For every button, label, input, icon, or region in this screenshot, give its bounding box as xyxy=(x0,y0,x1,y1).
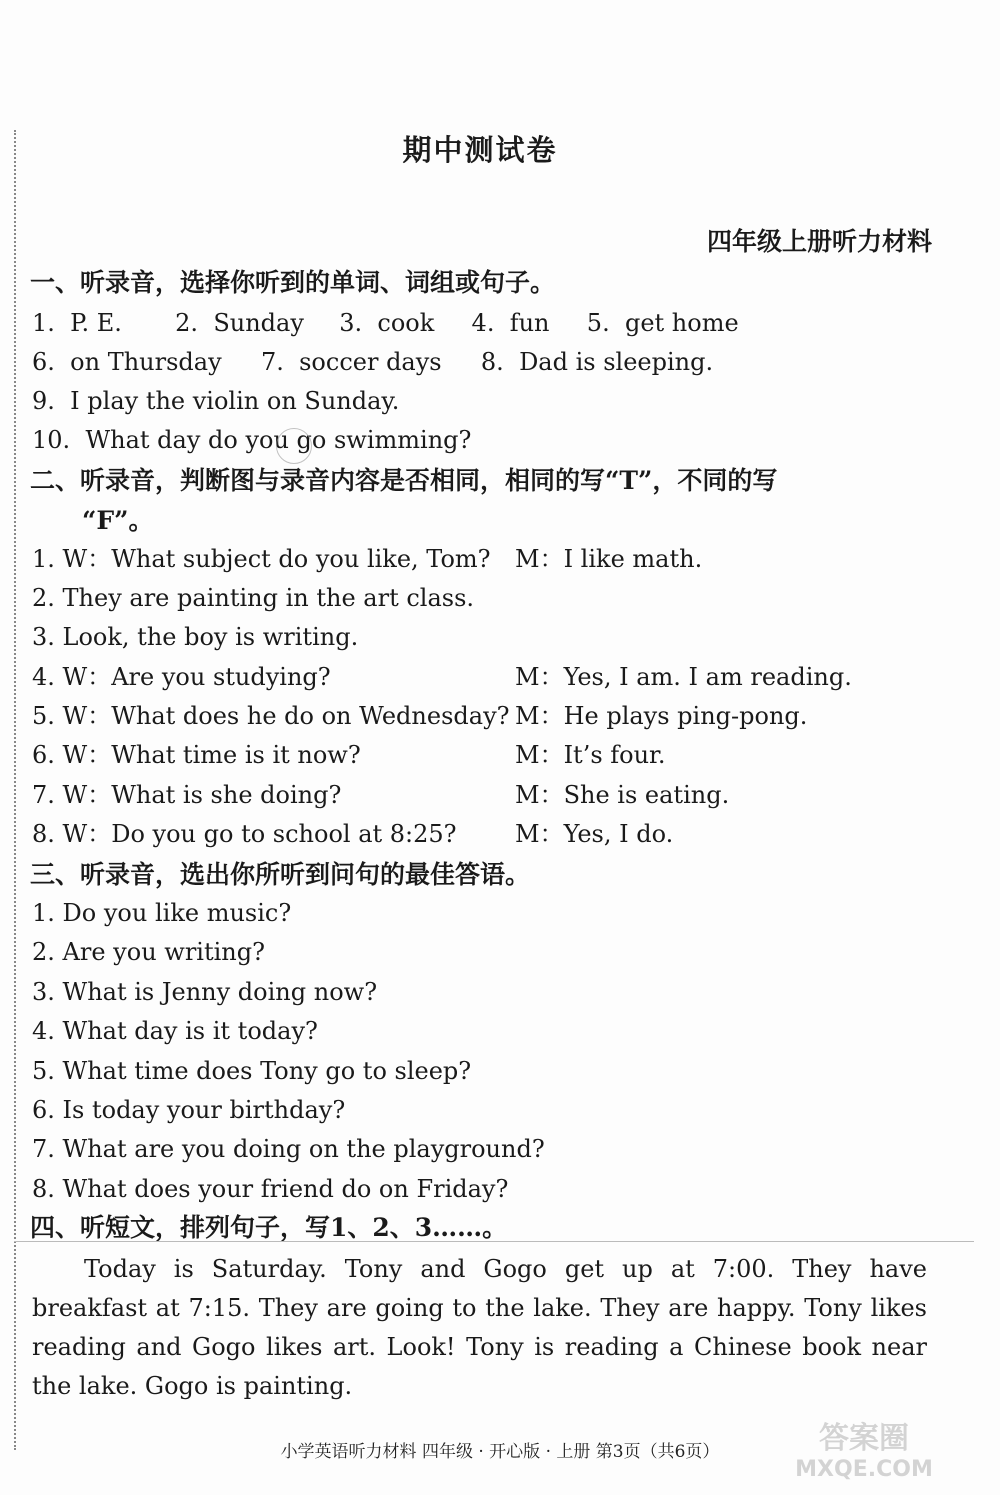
item-number: 8. xyxy=(480,348,504,376)
speaker-w-line: W：Are you studying? xyxy=(62,663,331,691)
item-number: 4. xyxy=(471,309,495,337)
item-number: 4. xyxy=(32,663,55,691)
item-number: 3. xyxy=(339,309,363,337)
item-text: soccer days xyxy=(299,348,442,376)
section2-item xyxy=(32,544,491,574)
section2-item xyxy=(32,740,361,770)
item-number: 4. xyxy=(32,1017,55,1045)
item-number: 5. xyxy=(586,309,610,337)
section2-item xyxy=(32,701,510,731)
section1-heading: 一、听录音，选择你听到的单词、词组或句子。 xyxy=(30,268,556,297)
speaker-w-line: Look, the boy is writing. xyxy=(62,623,359,651)
item-text: What are you doing on the playground? xyxy=(62,1135,545,1163)
item-number: 8. xyxy=(32,820,55,848)
item-number: 2. xyxy=(175,309,199,337)
svg-text:答案圈: 答案圈 xyxy=(819,1421,909,1456)
page-title: 期中测试卷 xyxy=(402,133,558,167)
item-number: 1. xyxy=(32,309,55,337)
section3-item xyxy=(32,977,377,1007)
section3-item xyxy=(32,1174,508,1204)
section3-item xyxy=(32,1134,545,1164)
item-number: 2. xyxy=(32,938,55,966)
item-text: fun xyxy=(509,309,550,337)
item-number: 7. xyxy=(32,781,55,809)
listening-passage: Today is Saturday. Tony and Gogo get up at 7:00. They have breakfast at 7:15. They are going to the lake. They are happy. Tony likes reading and Gogo likes art. Look! Tony is reading a Chinese book near the lake. Gogo is painting. xyxy=(32,1255,927,1400)
speaker-m-line: M：I like math. xyxy=(515,545,703,573)
section3-heading: 三、听录音，选出你所听到问句的最佳答语。 xyxy=(30,860,531,889)
item-number: 2. xyxy=(32,584,55,612)
speaker-w-line: They are painting in the art class. xyxy=(62,584,475,612)
speaker-m-line: M：He plays ping-pong. xyxy=(515,702,808,730)
item-number: 7. xyxy=(260,348,284,376)
speaker-w-line: W：What time is it now? xyxy=(62,741,361,769)
item-text: Is today your birthday? xyxy=(62,1096,346,1124)
section2-heading-cont: “F”。 xyxy=(82,506,154,535)
watermark-logo xyxy=(764,1418,964,1482)
section2-item xyxy=(32,819,457,849)
item-text: Sunday xyxy=(213,309,304,337)
section3-item xyxy=(32,1056,471,1086)
item-number: 1. xyxy=(32,545,55,573)
item-number: 7. xyxy=(32,1135,55,1163)
section3-item xyxy=(32,898,291,928)
section2-item xyxy=(32,662,331,692)
speaker-m-line: M：She is eating. xyxy=(515,781,730,809)
section1-line10 xyxy=(32,425,471,455)
section2-heading: 二、听录音，判断图与录音内容是否相同，相同的写“T”，不同的写 xyxy=(30,466,778,495)
item-number: 1. xyxy=(32,899,55,927)
item-text: cook xyxy=(377,309,435,337)
speaker-m-line: M：Yes, I do. xyxy=(515,820,674,848)
speaker-w-line: W：Do you go to school at 8:25? xyxy=(62,820,457,848)
item-number: 5. xyxy=(32,702,55,730)
section2-item xyxy=(32,583,474,613)
item-number: 3. xyxy=(32,978,55,1006)
item-number: 6. xyxy=(32,1096,55,1124)
item-number: 9. xyxy=(32,387,55,415)
item-text: Dad is sleeping. xyxy=(519,348,714,376)
item-text: on Thursday xyxy=(70,348,222,376)
section2-item xyxy=(32,780,341,810)
item-text: P. E. xyxy=(70,309,122,337)
item-text: Do you like music? xyxy=(62,899,292,927)
item-text: What is Jenny doing now? xyxy=(62,978,378,1006)
section3-item xyxy=(32,937,265,967)
speaker-m-line: M：It’s four. xyxy=(515,741,666,769)
item-text: What day is it today? xyxy=(62,1017,318,1045)
section1-line9 xyxy=(32,386,399,416)
section-divider xyxy=(14,1241,974,1242)
page-subtitle: 四年级上册听力材料 xyxy=(706,227,932,256)
item-text: get home xyxy=(624,309,739,337)
svg-text:MXQE.COM: MXQE.COM xyxy=(795,1457,933,1482)
speaker-w-line: W：What does he do on Wednesday? xyxy=(62,702,510,730)
section1-row1 xyxy=(32,308,739,338)
item-text: I play the violin on Sunday. xyxy=(70,387,400,415)
section2-item xyxy=(32,622,358,652)
faint-stamp-mark xyxy=(276,428,312,464)
item-text: What does your friend do on Friday? xyxy=(62,1175,509,1203)
item-text: Are you writing? xyxy=(62,938,265,966)
section1-row2 xyxy=(32,347,713,377)
item-number: 10. xyxy=(32,426,71,454)
page-footer: 小学英语听力材料 四年级 · 开心版 · 上册 第3页（共6页） xyxy=(280,1442,720,1462)
item-number: 6. xyxy=(32,741,55,769)
section3-item xyxy=(32,1016,318,1046)
item-number: 3. xyxy=(32,623,55,651)
speaker-w-line: W：What is she doing? xyxy=(62,781,342,809)
speaker-m-line: M：Yes, I am. I am reading. xyxy=(515,663,852,691)
item-number: 6. xyxy=(32,348,55,376)
speaker-w-line: W：What subject do you like, Tom? xyxy=(62,545,491,573)
section3-item xyxy=(32,1095,345,1125)
item-text: What day do you go swimming? xyxy=(85,426,472,454)
section4-heading: 四、听短文，排列句子，写1、2、3……。 xyxy=(30,1213,508,1242)
item-number: 5. xyxy=(32,1057,55,1085)
item-number: 8. xyxy=(32,1175,55,1203)
binding-margin-line xyxy=(14,130,16,1450)
item-text: What time does Tony go to sleep? xyxy=(62,1057,472,1085)
